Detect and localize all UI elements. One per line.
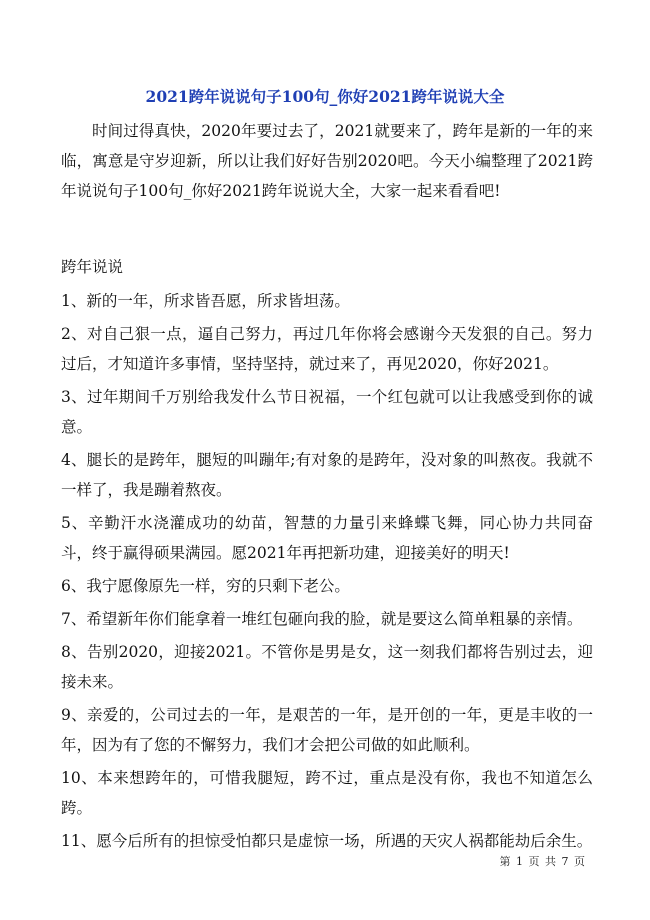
list-item: 1、新的一年，所求皆吾愿，所求皆坦荡。 — [61, 292, 350, 310]
list-item: 3、过年期间千万别给我发什么节日祝福，一个红包就可以让我感受到你的诚意。 — [61, 388, 593, 436]
quote-list — [61, 286, 593, 859]
list-item: 7、希望新年你们能拿着一堆红包砸向我的脸，就是要这么简单粗暴的亲情。 — [61, 610, 583, 628]
intro-paragraph: 时间过得真快，2020年要过去了，2021就要来了，跨年是新的一年的来临，寓意是守岁迎新，所以让我们好好告别2020吧。今天小编整理了2021跨年说说句子100句_你好2021跨年说说大全，大家一起来看看吧! — [61, 122, 593, 200]
list-item: 8、告别2020，迎接2021。不管你是男是女，这一刻我们都将告别过去，迎接未来。 — [61, 643, 593, 691]
list-item: 2、对自己狠一点，逼自己努力，再过几年你将会感谢今天发狠的自己。努力过后，才知道许多事情，坚持坚持，就过来了，再见2020，你好2021。 — [61, 325, 593, 373]
list-item: 9、亲爱的，公司过去的一年，是艰苦的一年，是开创的一年，更是丰收的一年，因为有了您的不懈努力，我们才会把公司做的如此顺利。 — [61, 706, 593, 754]
list-item: 6、我宁愿像原先一样，穷的只剩下老公。 — [61, 577, 350, 595]
document-title: 2021跨年说说句子100句_你好2021跨年说说大全 — [145, 87, 505, 106]
page-number-footer: 第 1 页 共 7 页 — [499, 855, 586, 868]
list-item: 11、愿今后所有的担惊受怕都只是虚惊一场，所遇的天灾人祸都能劫后余生。 — [61, 832, 593, 850]
section-heading: 跨年说说 — [61, 258, 124, 276]
list-item: 5、辛勤汗水浇灌成功的幼苗，智慧的力量引来蜂蝶飞舞，同心协力共同奋斗，终于赢得硕果满园。愿2021年再把新功建，迎接美好的明天! — [61, 514, 593, 562]
list-item: 10、本来想跨年的，可惜我腿短，跨不过，重点是没有你，我也不知道怎么跨。 — [61, 769, 593, 817]
list-item: 4、腿长的是跨年，腿短的叫蹦年;有对象的是跨年，没对象的叫熬夜。我就不一样了，我是蹦着熬夜。 — [61, 451, 593, 499]
